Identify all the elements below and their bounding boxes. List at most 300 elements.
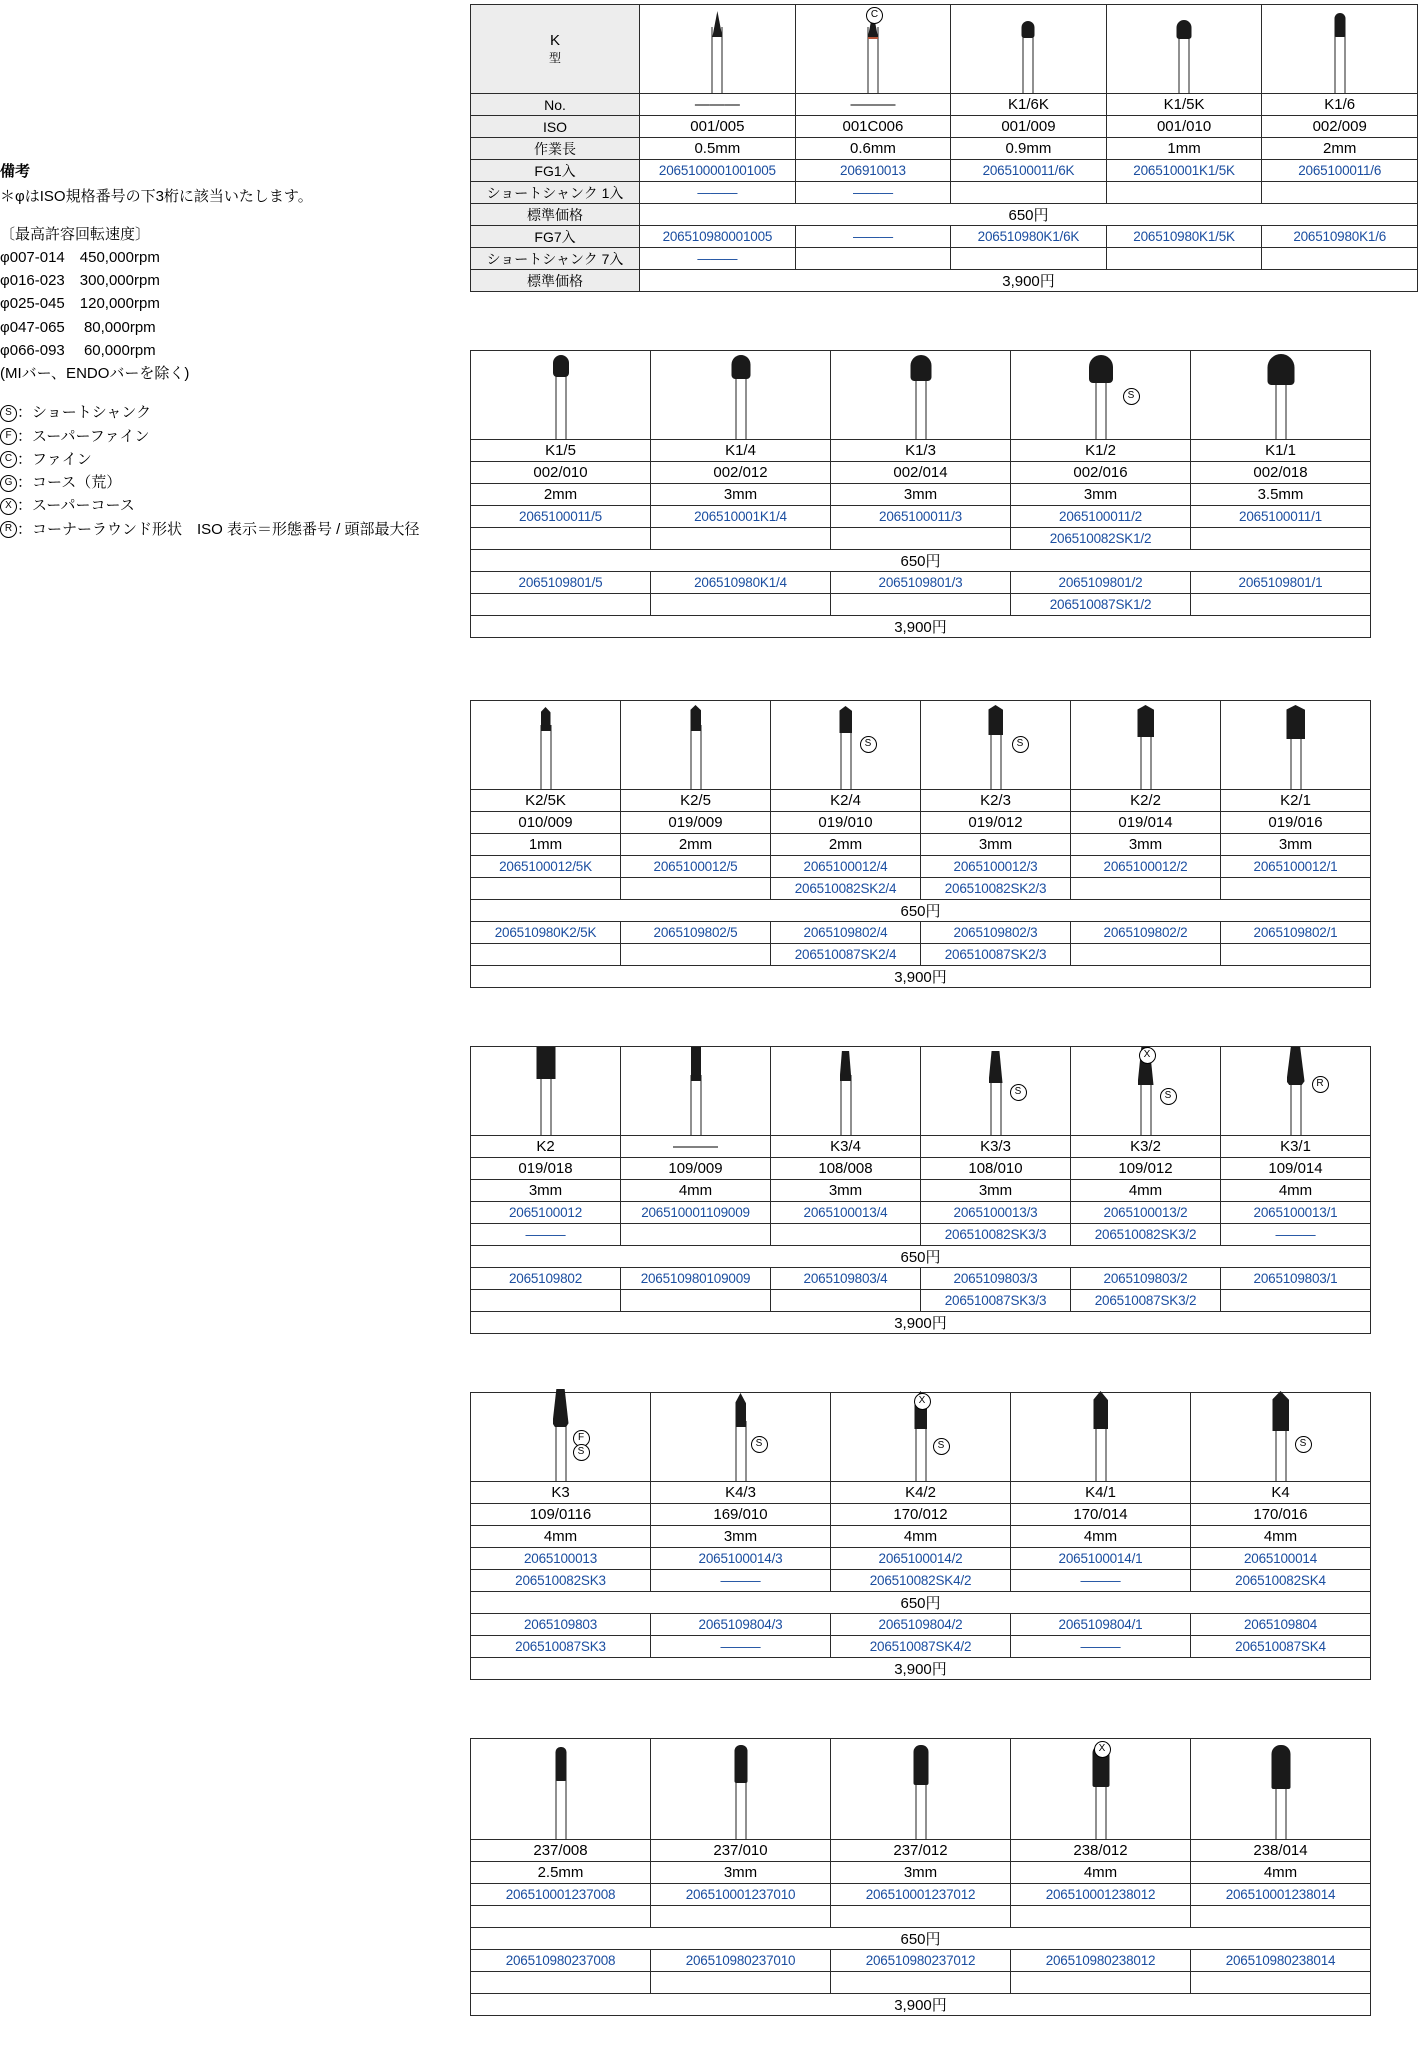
notes-title: 備考 [0,163,31,180]
cell-iso: 109/009 [621,1158,771,1180]
cell-code [1106,248,1262,270]
cell-len: 3mm [651,1526,831,1548]
cell-code: 2065100012/1 [1221,856,1371,878]
cell-code: 206510980109009 [621,1268,771,1290]
row-label-no: No. [471,94,640,116]
cell-code [831,1972,1011,1994]
bur-image [640,5,796,94]
cell-code: 206510980237012 [831,1950,1011,1972]
cell-code: 2065109804/3 [651,1614,831,1636]
cell-len: 4mm [1011,1526,1191,1548]
cell-no: K2/5 [621,790,771,812]
cell-price: 650円 [471,550,1371,572]
cell-code: 2065100014 [1191,1548,1371,1570]
legend-item [0,425,345,448]
cell-code: 2065109804 [1191,1614,1371,1636]
cell-code [471,1906,651,1928]
legend-item [0,448,345,471]
cell-iso: 001C006 [795,116,950,138]
cell-code [621,944,771,966]
legend-list [0,401,420,541]
cell-len: 1mm [471,834,621,856]
cell-iso: 001/009 [951,116,1107,138]
cell-code: 206510082SK3 [471,1570,651,1592]
cell-len: 3mm [1221,834,1371,856]
super-fine-icon: F [0,428,17,445]
cell-no: K3/4 [771,1136,921,1158]
row-label-short7: ショートシャンク 7入 [471,248,640,270]
cell-iso: 001/010 [1106,116,1262,138]
super-coarse-icon: X [0,498,17,515]
cell-code: 2065100012/2 [1071,856,1221,878]
row-label-short1: ショートシャンク 1入 [471,182,640,204]
cell-code [771,1290,921,1312]
cell-code [1191,594,1371,616]
bur-image [921,1047,1071,1136]
cell-code: 206510980K2/5K [471,922,621,944]
cell-iso: 019/009 [621,812,771,834]
cell-len: 3mm [921,1180,1071,1202]
cell-no: K1/1 [1191,440,1371,462]
legend-text: ：ショートシャンク [17,404,152,422]
cell-code: 2065100011/5 [471,506,651,528]
short-shank-icon: S [751,1436,768,1453]
cell-code: 2065109802/4 [771,922,921,944]
cell-len: 4mm [1071,1180,1221,1202]
cell-code: 206510087SK1/2 [1011,594,1191,616]
cell-code: 206510001237012 [831,1884,1011,1906]
cell-iso: 001/005 [640,116,796,138]
super-fine-icon: F [573,1430,590,1447]
cell-code: 206510087SK3/3 [921,1290,1071,1312]
cell-len: 2mm [771,834,921,856]
cell-code: ——— [640,182,796,204]
cell-iso: 237/008 [471,1840,651,1862]
cell-iso: 002/014 [831,462,1011,484]
cell-iso: 010/009 [471,812,621,834]
cell-code: 206510980237008 [471,1950,651,1972]
cell-no: K1/4 [651,440,831,462]
cell-iso: 237/010 [651,1840,831,1862]
bur-image [831,1739,1011,1840]
cell-code: 2065109801/1 [1191,572,1371,594]
cell-price: 3,900円 [471,616,1371,638]
bur-table-1 [470,4,1418,292]
cell-code: 2065100011/6 [1262,160,1418,182]
bur-image [1191,1739,1371,1840]
bur-image [651,351,831,440]
bur-image [1221,1047,1371,1136]
cell-code: 206510980237010 [651,1950,831,1972]
cell-code: 206510980K1/4 [651,572,831,594]
cell-code: ——— [795,182,950,204]
cell-code [621,878,771,900]
cell-code: 2065100014/3 [651,1548,831,1570]
cell-code [621,1224,771,1246]
cell-code [831,594,1011,616]
cell-len: 2mm [621,834,771,856]
cell-iso: 002/018 [1191,462,1371,484]
cell-code: 206510001238014 [1191,1884,1371,1906]
bur-image [831,1393,1011,1482]
cell-code [1191,528,1371,550]
cell-len: 0.6mm [795,138,950,160]
cell-code [1011,1906,1191,1928]
legend-item [0,401,345,424]
cell-code: 206510082SK1/2 [1011,528,1191,550]
cell-code: 2065100011/3 [831,506,1011,528]
cell-code: 2065109801/5 [471,572,651,594]
row-label-price: 標準価格 [471,204,640,226]
cell-code: 206510082SK3/3 [921,1224,1071,1246]
cell-price: 3,900円 [471,1312,1371,1334]
speed-row: φ025-045 120,000rpm [0,295,160,313]
cell-code: 2065100013/4 [771,1202,921,1224]
cell-no: K4 [1191,1482,1371,1504]
cell-code: 2065109803/1 [1221,1268,1371,1290]
cell-code: 206510087SK3/2 [1071,1290,1221,1312]
cell-code [1106,182,1262,204]
cell-len: 4mm [621,1180,771,1202]
cell-code: 2065100012/5 [621,856,771,878]
cell-code: 206510980K1/6 [1262,226,1418,248]
cell-code [471,528,651,550]
cell-code: 2065100013/3 [921,1202,1071,1224]
cell-code: 206510980238012 [1011,1950,1191,1972]
cell-len: 3mm [831,1862,1011,1884]
bur-table-2 [470,350,1371,638]
bur-image [651,1739,831,1840]
legend-item [0,494,345,517]
cell-len: 3mm [651,484,831,506]
short-shank-icon: S [933,1438,950,1455]
row-label-fg1: FG1入 [471,160,640,182]
cell-code [1071,944,1221,966]
table-5-wrap [470,1392,1371,1680]
cell-code: 2065100014/1 [1011,1548,1191,1570]
cell-no: K3/2 [1071,1136,1221,1158]
cell-code [951,182,1107,204]
speed-row: φ047-065 80,000rpm [0,318,156,336]
bur-table-3 [470,700,1371,988]
cell-code: 2065100012/4 [771,856,921,878]
type-label: K [550,32,561,49]
cell-no: K1/5K [1106,94,1262,116]
cell-code [1071,878,1221,900]
bur-image [921,701,1071,790]
bur-image [1106,5,1262,94]
cell-code: 2065100013 [471,1548,651,1570]
bur-image [951,5,1107,94]
bur-image [831,351,1011,440]
cell-code: 206910013 [795,160,950,182]
bur-image [771,1047,921,1136]
bur-image [471,701,621,790]
cell-code: ——— [1221,1224,1371,1246]
notes-panel [0,160,420,541]
cell-code: 206510980238014 [1191,1950,1371,1972]
cell-len: 0.5mm [640,138,796,160]
cell-code: ——— [651,1570,831,1592]
cell-code: 2065100011/2 [1011,506,1191,528]
bur-image [1011,351,1191,440]
legend-item [0,471,345,494]
cell-len: 2mm [471,484,651,506]
bur-image [621,1047,771,1136]
cell-no: K4/3 [651,1482,831,1504]
cell-code: 206510001238012 [1011,1884,1191,1906]
cell-code [771,1224,921,1246]
cell-price: 3,900円 [471,1994,1371,2016]
type-header [471,5,640,94]
cell-code: 2065109803 [471,1614,651,1636]
table-6-wrap [470,1738,1371,2016]
cell-code: 206510082SK4/2 [831,1570,1011,1592]
bur-image [471,351,651,440]
bur-image [1071,701,1221,790]
bur-image [471,1047,621,1136]
bur-image [1071,1047,1221,1136]
cell-code [471,1972,651,1994]
cell-no: K3/1 [1221,1136,1371,1158]
cell-code [1221,1290,1371,1312]
table-2-wrap [470,350,1371,638]
cell-code: 206510001237008 [471,1884,651,1906]
short-shank-icon: S [1160,1088,1177,1105]
super-coarse-icon: X [1139,1047,1156,1064]
cell-code: 2065100013/2 [1071,1202,1221,1224]
cell-no: ——— [640,94,796,116]
cell-code [1221,944,1371,966]
cell-iso: 019/012 [921,812,1071,834]
cell-code [1262,248,1418,270]
cell-price: 650円 [471,1592,1371,1614]
row-label-fg7: FG7入 [471,226,640,248]
cell-code [1011,1972,1191,1994]
cell-code [1191,1972,1371,1994]
bur-table-4 [470,1046,1371,1334]
cell-len: 4mm [1191,1862,1371,1884]
cell-code: 2065109802 [471,1268,621,1290]
cell-code: 2065100014/2 [831,1548,1011,1570]
cell-code: 2065109801/3 [831,572,1011,594]
cell-code: 2065100011/6K [951,160,1107,182]
short-shank-icon: S [1123,388,1140,405]
cell-code: 206510087SK2/4 [771,944,921,966]
cell-no: ——— [621,1136,771,1158]
cell-len: 3mm [1011,484,1191,506]
cell-no: K4/1 [1011,1482,1191,1504]
cell-len: 2mm [1262,138,1418,160]
bur-image [1191,351,1371,440]
cell-code: 2065109803/3 [921,1268,1071,1290]
cell-code: 206510001K1/4 [651,506,831,528]
type-sublabel: 型 [549,51,562,65]
cell-code: 2065109804/1 [1011,1614,1191,1636]
cell-len: 0.9mm [951,138,1107,160]
cell-iso: 170/014 [1011,1504,1191,1526]
cell-code: 2065109803/2 [1071,1268,1221,1290]
cell-iso: 002/010 [471,462,651,484]
cell-iso: 019/014 [1071,812,1221,834]
short-shank-icon: S [573,1444,590,1461]
cell-code [1221,878,1371,900]
cell-code [831,528,1011,550]
cell-code: 2065109802/2 [1071,922,1221,944]
cell-price: 3,900円 [471,1658,1371,1680]
bur-image [1221,701,1371,790]
cell-code: ——— [471,1224,621,1246]
cell-iso: 019/016 [1221,812,1371,834]
cell-iso: 108/008 [771,1158,921,1180]
cell-no: K2/4 [771,790,921,812]
cell-no: K2 [471,1136,621,1158]
cell-no: ——— [795,94,950,116]
bur-image [1191,1393,1371,1482]
bur-image [795,5,950,94]
cell-code: 2065100012 [471,1202,621,1224]
cell-code: 206510082SK3/2 [1071,1224,1221,1246]
row-label-worklen: 作業長 [471,138,640,160]
cell-code: 206510087SK4/2 [831,1636,1011,1658]
corner-round-icon: R [1312,1076,1329,1093]
super-coarse-icon: X [914,1393,931,1410]
cell-len: 4mm [831,1526,1011,1548]
cell-code [651,1972,831,1994]
short-shank-icon: S [1295,1436,1312,1453]
row-label-iso: ISO [471,116,640,138]
cell-code [471,878,621,900]
cell-code: 206510082SK2/3 [921,878,1071,900]
cell-len: 3mm [831,484,1011,506]
cell-code [471,594,651,616]
speed-note: (MIバー、ENDOバーを除く) [0,365,190,382]
cell-code: 206510082SK4 [1191,1570,1371,1592]
cell-price: 3,900円 [471,966,1371,988]
cell-iso: 109/0116 [471,1504,651,1526]
cell-code [1262,182,1418,204]
bur-image [1011,1393,1191,1482]
cell-len: 4mm [1221,1180,1371,1202]
bur-table-5 [470,1392,1371,1680]
cell-iso: 002/016 [1011,462,1191,484]
cell-no: K1/2 [1011,440,1191,462]
short-shank-icon: S [1012,736,1029,753]
cell-len: 3mm [1071,834,1221,856]
cell-code: 2065100012/3 [921,856,1071,878]
cell-iso: 238/014 [1191,1840,1371,1862]
legend-text: ：コース（荒） [17,474,122,491]
cell-price: 650円 [640,204,1418,226]
cell-iso: 002/009 [1262,116,1418,138]
bur-image [621,701,771,790]
short-shank-icon: S [1010,1084,1027,1101]
cell-iso: 169/010 [651,1504,831,1526]
cell-code: ——— [795,226,950,248]
table-4-wrap [470,1046,1371,1334]
cell-iso: 108/010 [921,1158,1071,1180]
cell-code: 2065109802/1 [1221,922,1371,944]
cell-code: 2065109803/4 [771,1268,921,1290]
table-1-wrap [470,4,1418,292]
cell-no: K1/5 [471,440,651,462]
cell-code: 2065109801/2 [1011,572,1191,594]
bur-image [1011,1739,1191,1840]
cell-code: 206510980K1/6K [951,226,1107,248]
cell-iso: 109/012 [1071,1158,1221,1180]
cell-no: K3 [471,1482,651,1504]
cell-code: 2065100012/5K [471,856,621,878]
legend-text: ：スーパーコース [17,497,135,515]
table-3-wrap [470,700,1371,988]
cell-code [651,1906,831,1928]
cell-code: ——— [1011,1570,1191,1592]
cell-price: 650円 [471,1928,1371,1950]
cell-iso: 170/016 [1191,1504,1371,1526]
legend-text: ：コーナーラウンド形状 ISO 表示＝形態番号 / 頭部最大径 [17,520,420,538]
cell-len: 3mm [771,1180,921,1202]
notes-line1: ＊φはISO規格番号の下3桁に該当いたします。 [0,188,313,206]
bur-image [471,1739,651,1840]
cell-no: K1/3 [831,440,1011,462]
cell-no: K1/6 [1262,94,1418,116]
bur-image [651,1393,831,1482]
cell-no: K4/2 [831,1482,1011,1504]
legend-item [0,518,420,541]
speed-title: 〔最高許容回転速度〕 [0,225,151,243]
cell-iso: 019/018 [471,1158,621,1180]
bur-image [1262,5,1418,94]
cell-code [651,528,831,550]
cell-code: 2065109802/5 [621,922,771,944]
cell-len: 4mm [1011,1862,1191,1884]
bur-table-6 [470,1738,1371,2016]
cell-no: K2/2 [1071,790,1221,812]
cell-len: 3mm [921,834,1071,856]
fine-icon: C [0,451,17,468]
cell-no: K2/5K [471,790,621,812]
cell-code: 206510001109009 [621,1202,771,1224]
cell-code: 2065100011/1 [1191,506,1371,528]
cell-code [831,1906,1011,1928]
cell-len: 3mm [471,1180,621,1202]
speed-row: φ007-014 450,000rpm [0,248,160,266]
row-label-price: 標準価格 [471,270,640,292]
cell-code: 2065100013/1 [1221,1202,1371,1224]
corner-round-icon: R [0,521,17,538]
cell-price: 650円 [471,900,1371,922]
cell-no: K2/3 [921,790,1071,812]
cell-iso: 109/014 [1221,1158,1371,1180]
short-shank-icon: S [860,736,877,753]
cell-len: 1mm [1106,138,1262,160]
cell-no: K1/6K [951,94,1107,116]
cell-len: 2.5mm [471,1862,651,1884]
cell-iso: 238/012 [1011,1840,1191,1862]
cell-code [621,1290,771,1312]
cell-code: 206510082SK2/4 [771,878,921,900]
cell-code: 206510087SK4 [1191,1636,1371,1658]
cell-code: 2065109802/3 [921,922,1071,944]
cell-iso: 019/010 [771,812,921,834]
bur-image [771,701,921,790]
cell-iso: 170/012 [831,1504,1011,1526]
cell-code: ——— [651,1636,831,1658]
cell-code [471,1290,621,1312]
cell-code: 2065109804/2 [831,1614,1011,1636]
short-shank-icon: S [0,405,17,422]
cell-code: 206510087SK3 [471,1636,651,1658]
